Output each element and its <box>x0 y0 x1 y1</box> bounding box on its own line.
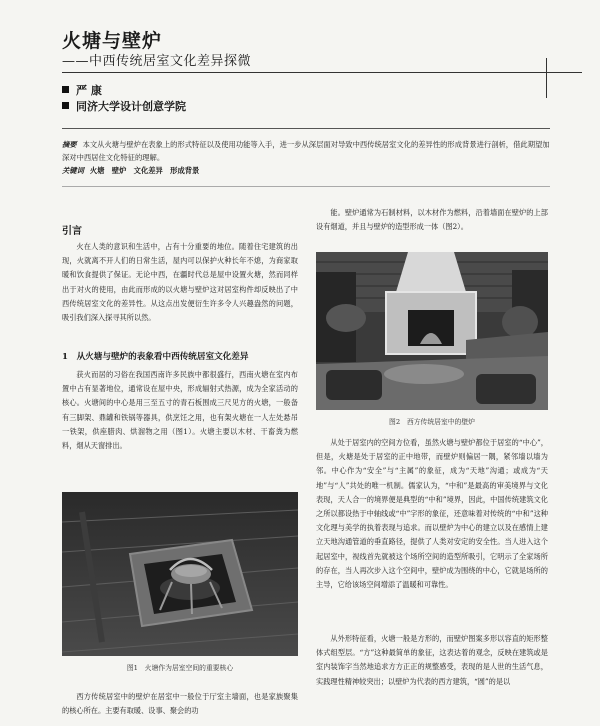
section-1-text: 获火而居的习俗在我国西南许多民族中都很盛行，西南火塘在室内布置中占有显著地位，通常设在屋中央，形成辐射式热源，成为全家活动的核心。火塘间的中心是用三至五寸的青石板围成三尺见方的火塘，一般备有三脚架、鼎罐和铁锅等器具，供烹饪之用，也有架火塘在一人左处悬吊一铁架，供座腊肉、烘溜物之用（图1）。火塘主要以木材、干畜粪为燃料，烟从天窗排出。 <box>62 370 298 451</box>
abstract-block <box>62 138 550 164</box>
keywords-block <box>62 166 550 176</box>
figure-1-caption: 图1 火塘作为居室空间的重要核心 <box>126 664 234 672</box>
right-paragraph-1-text: 从处于居室内的空间方位看，虽然火塘与壁炉都位于居室的“中心”，但是，火塘是处于居室的正中地带，而壁炉则偏居一隅，紧邻墙以墙为邻。中心作为“安全”与“主属”的象征，成为“天地”沟通；或成为“天地”与“人”共处的唯一机制。儒家认为，“中和”是最高的审美境界与文化表现，天人合一的境界便是典型的“中和”境界，因此，中国传统建筑文化之所以都设热于中轴线或“中”字形的象征，还意味着对传统的“中和”这种文化理与美学的执着表现与追求。而以壁炉为中心的建立以及在感情上建立天地沟通管道的垂直路径，提供了人类对安定的安全性。当人进入这个起居室中，视线首先就被这个场所空间的造型所吸引，它明示了全家场所的存在，当人再次步入这个空间中，壁炉成为围绕的中心，它就是场所的主导，它给该场空间增添了温暖和可靠性。 <box>316 438 548 590</box>
square-bullet-icon <box>62 102 69 109</box>
right-paragraph-2-text: 从外形特征看，火塘一般是方形的，而壁炉图案多形以容直的矩形整体式组型层。“方”这种最简单的象征，这表达着的观念，反映在建筑或是室内装饰字当然地追求方方正正的规整感受，表现的是人世的生活气息，实践理性精神较突出；以壁炉为代表的西方建筑，“圆”的是以 <box>316 634 548 686</box>
keywords-label: 关键词 <box>62 166 84 175</box>
abstract-bottom-rule <box>62 186 550 187</box>
article-subtitle: ——中西传统居室文化差异探微 <box>62 54 252 69</box>
figure-2-caption: 图2 西方传统居室中的壁炉 <box>389 418 475 426</box>
figure-1-fire-pit-photo <box>62 492 298 656</box>
author-line <box>62 82 102 98</box>
abstract-top-rule <box>62 128 550 129</box>
author-name: 严 康 <box>76 84 102 97</box>
intro-text: 火在人类的意识和生活中，占有十分重要的地位。随着住宅建筑的出现，火就离不开人们的日常生活，屋内可以保护火种长年不熄，为商家取暖和饮食提供了保证。无论中西，在疆时代总是屋中设置火塘，然而同样出于对火的使用，由此而形成的以火塘与壁炉这对居室构件却反映出了中西传统居室文化的差异性。从这点出发便衍生许多令人兴趣盎然的问题，吸引我们深入探寻其所以然。 <box>62 242 298 323</box>
intro-paragraph <box>62 240 298 325</box>
bottom-left-text: 西方传统居室中的壁炉在居室中一般位于厅室主墙面，也是家族聚集的核心所在。主要有取暖、设事、聚会的功 <box>62 692 298 716</box>
bottom-left-paragraph <box>62 690 298 718</box>
right-top-text: 能。壁炉通常为石制材料，以木材作为燃料，沿着墙面在壁炉的上部设有烟道，并且与壁炉的造型形成一体（图2）。 <box>316 208 548 232</box>
affiliation-name: 同济大学设计创意学院 <box>76 100 186 113</box>
keywords-text: 火塘 壁炉 文化差异 形成背景 <box>89 166 200 175</box>
figure-2-fireplace-photo <box>316 252 548 410</box>
article-title: 火塘与壁炉 <box>62 30 163 52</box>
section-1-heading: 1 从火塘与壁炉的表象看中西传统居室文化差异 <box>62 352 249 362</box>
intro-heading: 引言 <box>62 226 82 237</box>
right-paragraph-2 <box>316 632 548 689</box>
title-vertical-rule <box>546 58 547 98</box>
right-top-paragraph <box>316 206 548 234</box>
square-bullet-icon <box>62 86 69 93</box>
section-1-paragraph <box>62 368 298 453</box>
title-rule <box>62 72 582 73</box>
abstract-text: 本文从火塘与壁炉在表象上的形式特征以及使用功能等入手，进一步从深层面对导致中西传统居室文化的差异性的形成背景进行剖析，借此期望加深对中西居住文化特征的理解。 <box>62 140 550 162</box>
abstract-label: 摘要 <box>62 140 77 149</box>
right-paragraph-1 <box>316 436 548 592</box>
affiliation-line <box>62 98 186 114</box>
